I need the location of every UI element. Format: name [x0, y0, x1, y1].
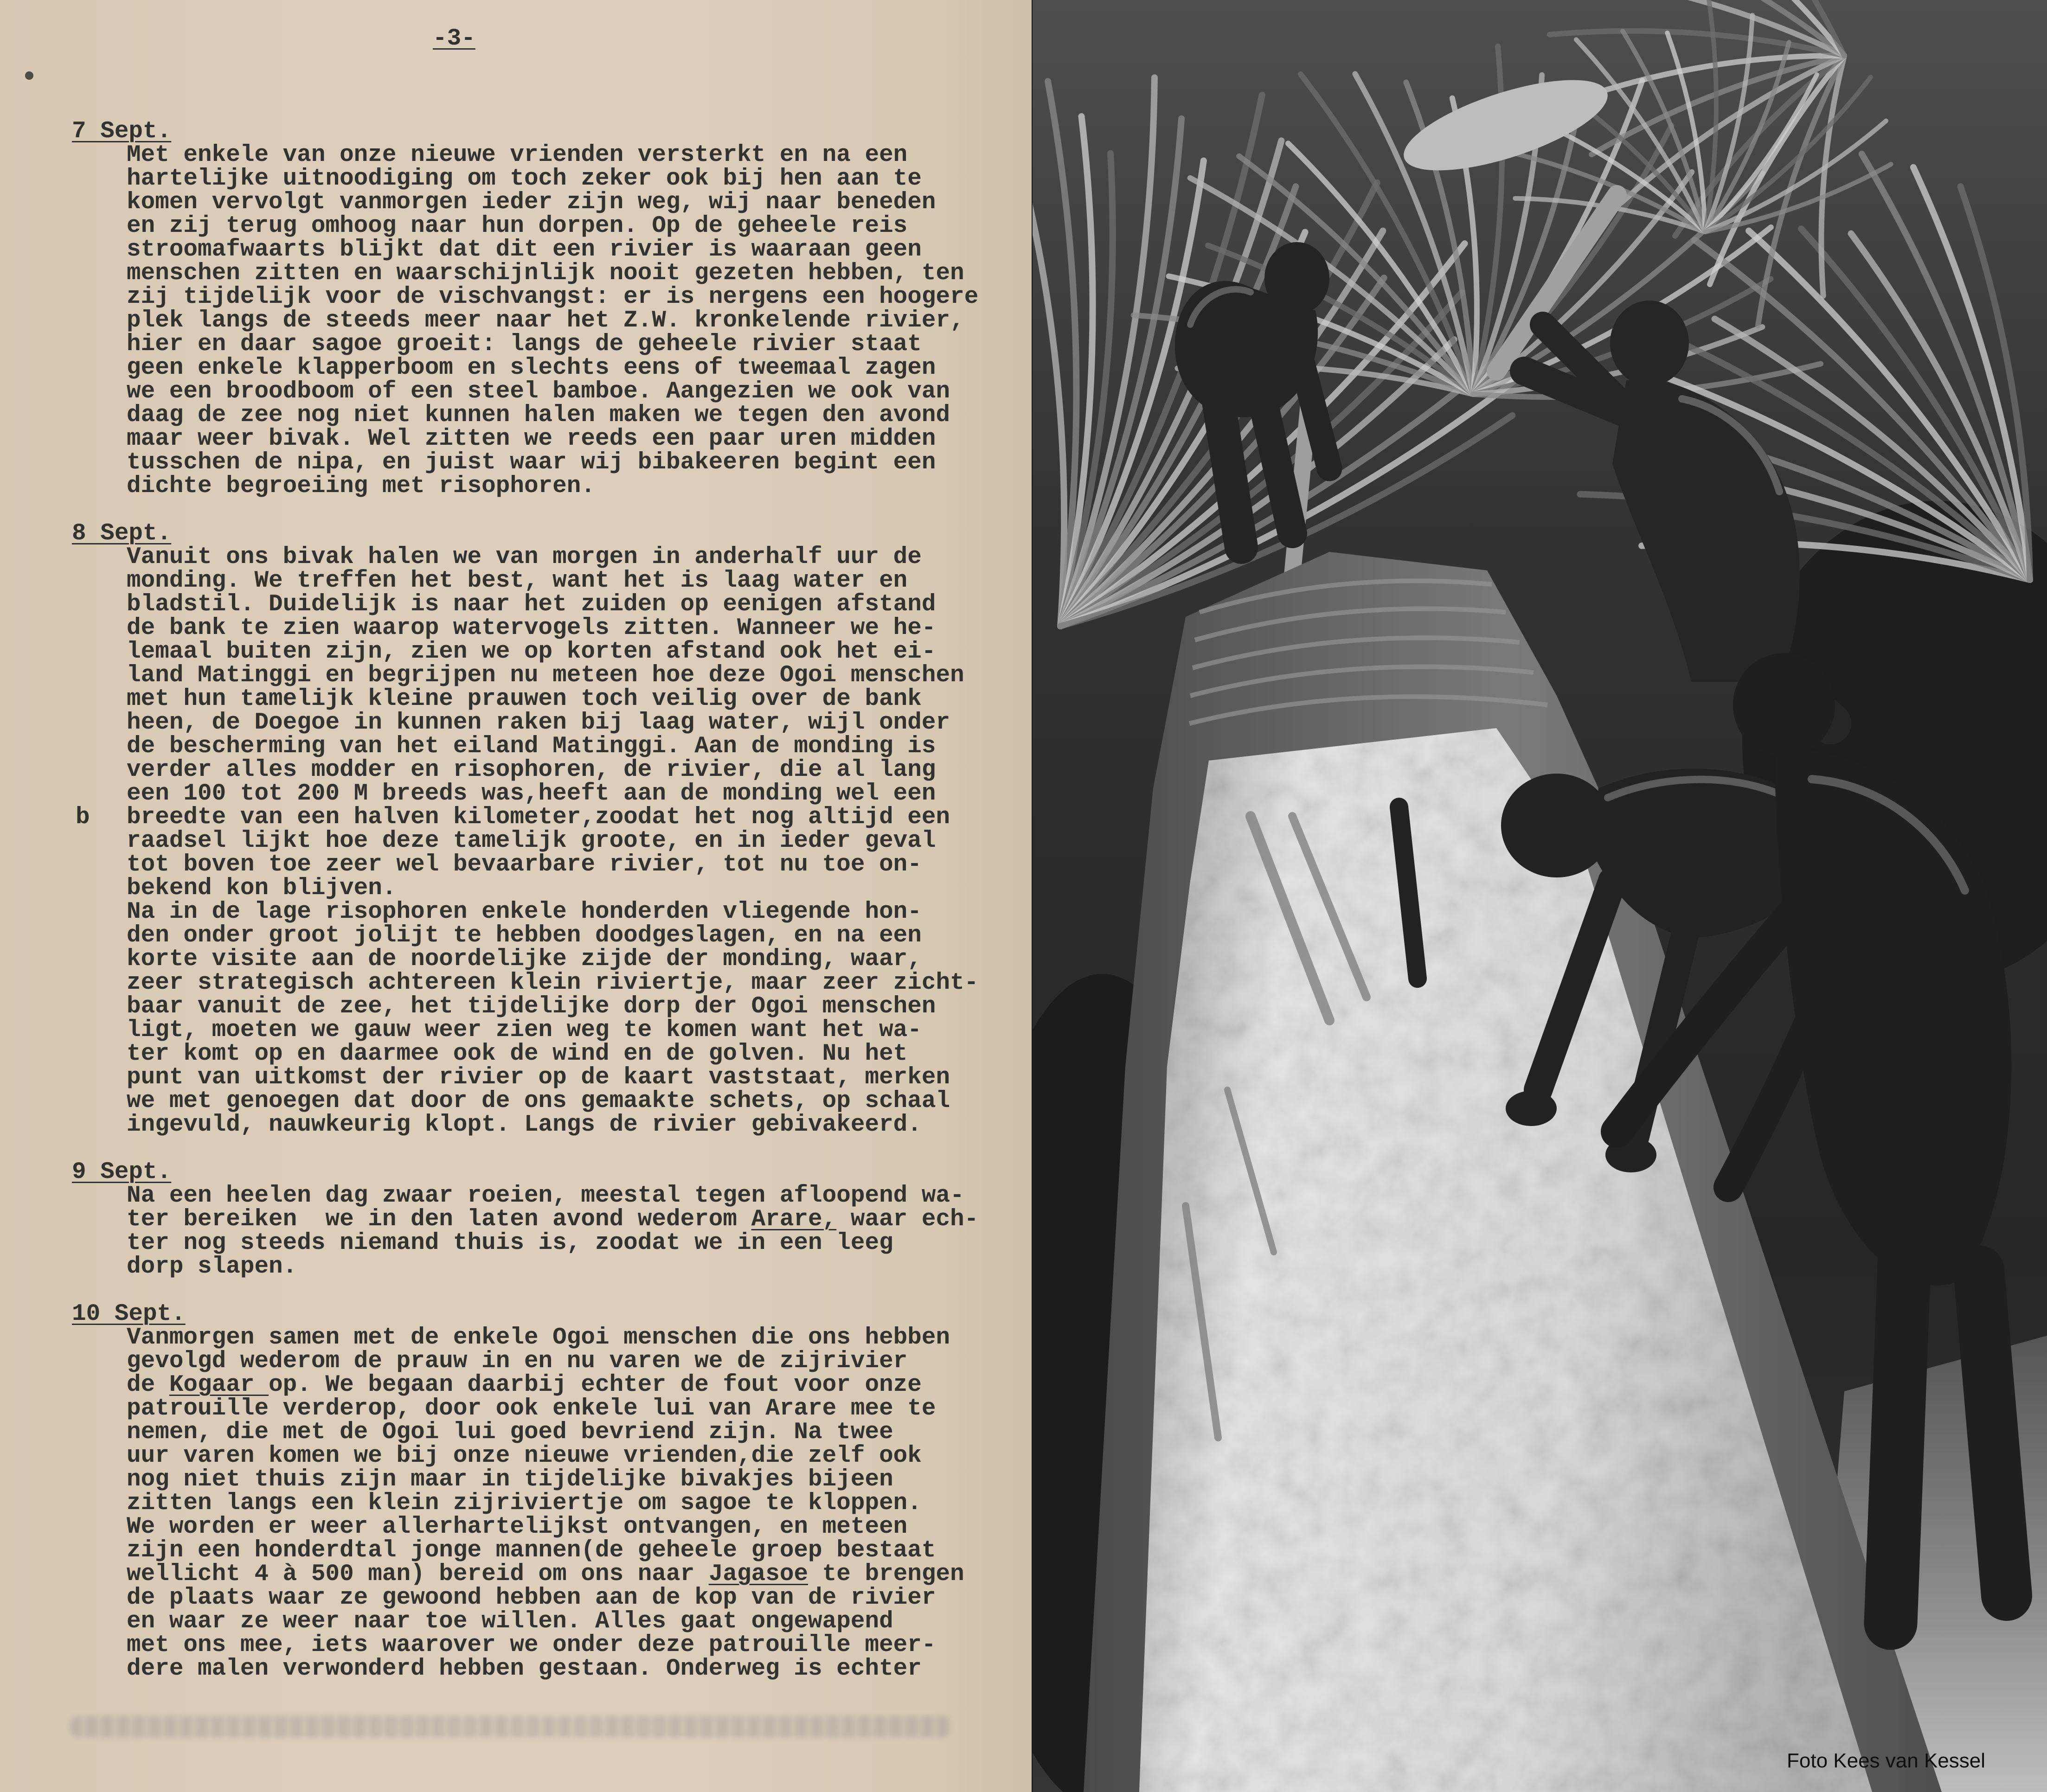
diary-entry: [72, 1160, 1023, 1279]
text-line: en waar ze weer naar toe willen. Alles gaat ongewapend: [127, 1608, 893, 1635]
text-line: en zij terug omhoog naar hun dorpen. Op de geheele reis: [127, 213, 908, 239]
text-line: nog niet thuis zijn maar in tijdelijke bivakjes bijeen: [127, 1466, 893, 1493]
text-line: we een broodboom of een steel bamboe. Aangezien we ook van: [127, 378, 950, 405]
underlined-word: Arare,: [751, 1206, 837, 1233]
text-line: land Matinggi en begrijpen nu meteen hoe deze Ogoi menschen: [127, 662, 964, 689]
text-line: nemen, die met de Ogoi lui goed bevriend zijn. Na twee: [127, 1419, 893, 1446]
text-line: stroomafwaarts blijkt dat dit een rivier is waaraan geen: [127, 237, 922, 263]
text-line: bekend kon blijven.: [127, 875, 397, 902]
text-line: tusschen de nipa, en juist waar wij bibakeeren begint een: [127, 449, 936, 476]
text-line: hier en daar sagoe groeit: langs de geheele rivier staat: [127, 331, 922, 358]
text-line: een 100 tot 200 M breeds was,heeft aan de monding wel een: [127, 781, 936, 807]
page-number: -3-: [433, 26, 475, 52]
text-line: lemaal buiten zijn, zien we op korten afstand ook het ei-: [127, 639, 936, 665]
text-line: zijn een honderdtal jonge mannen(de geheele groep bestaat: [127, 1537, 936, 1564]
text-line: Na in de lage risophoren enkele honderden vliegende hon-: [127, 899, 922, 925]
text-segment: de: [127, 1372, 169, 1398]
text-line: heen, de Doegoe in kunnen raken bij laag water, wijl onder: [127, 710, 950, 736]
entry-date: 9 Sept.: [72, 1159, 172, 1185]
entry-date: 10 Sept.: [72, 1301, 186, 1327]
text-line: menschen zitten en waarschijnlijk nooit gezeten hebben, ten: [127, 260, 964, 287]
text-line: de plaats waar ze gewoond hebben aan de kop van de rivier: [127, 1585, 936, 1611]
diary-entry: [72, 522, 1023, 1137]
punch-hole: [25, 71, 33, 80]
text-line: patrouille verderop, door ook enkele lui van Arare mee te: [127, 1395, 936, 1422]
sago-harvest-photo: [1033, 0, 2047, 1792]
text-line: maar weer bivak. Wel zitten we reeds een paar uren midden: [127, 426, 936, 452]
text-line: met ons mee, iets waarover we onder deze patrouille meer-: [127, 1632, 936, 1658]
text-line: raadsel lijkt hoe deze tamelijk groote, en in ieder geval: [127, 828, 936, 854]
text-line: uur varen komen we bij onze nieuwe vrienden,die zelf ook: [127, 1443, 922, 1469]
text-line: dere malen verwonderd hebben gestaan. Onderweg is echter: [127, 1656, 922, 1682]
text-line: tot boven toe zeer wel bevaarbare rivier, tot nu toe on-: [127, 851, 922, 878]
entry-date: 7 Sept.: [72, 118, 172, 145]
text-line: punt van uitkomst der rivier op de kaart vaststaat, merken: [127, 1064, 950, 1091]
text-line: Vanmorgen samen met de enkele Ogoi menschen die ons hebben: [127, 1325, 950, 1351]
text-line: Na een heelen dag zwaar roeien, meestal tegen afloopend wa-: [127, 1183, 964, 1209]
diary-text: [72, 120, 1023, 1681]
text-line: dorp slapen.: [127, 1254, 297, 1280]
text-line: hartelijke uitnoodiging om toch zeker ook bij hen aan te: [127, 166, 922, 192]
text-segment: ter bereiken we in den laten avond wederom: [127, 1206, 751, 1233]
text-segment: wellicht 4 à 500 man) bereid om ons naar: [127, 1561, 709, 1587]
underlined-word: Kogaar: [169, 1372, 269, 1398]
text-line: monding. We treffen het best, want het is laag water en: [127, 568, 908, 594]
text-line: plek langs de steeds meer naar het Z.W. kronkelende rivier,: [127, 307, 964, 334]
text-line: daag de zee nog niet kunnen halen maken we tegen den avond: [127, 402, 950, 429]
text-line: gevolgd wederom de prauw in en nu varen we de zijrivier: [127, 1348, 908, 1375]
text-line: verder alles modder en risophoren, de rivier, die al lang: [127, 757, 936, 783]
text-line: de bank te zien waarop watervogels zitten. Wanneer we he-: [127, 615, 936, 641]
diary-entry: [72, 120, 1023, 498]
text-segment: op. We begaan daarbij echter de fout voor onze: [269, 1372, 922, 1398]
text-line: ingevuld, nauwkeurig klopt. Langs de rivier gebivakeerd.: [127, 1112, 922, 1138]
text-line: [72, 1373, 1023, 1397]
text-line: de bescherming van het eiland Matinggi. Aan de monding is: [127, 733, 936, 760]
text-line: We worden er weer allerhartelijkst ontvangen, en meteen: [127, 1514, 908, 1540]
text-segment: waar ech-: [836, 1206, 979, 1233]
text-line: baar vanuit de zee, het tijdelijke dorp der Ogoi menschen: [127, 993, 936, 1020]
text-line: [72, 1208, 1023, 1231]
text-line: zij tijdelijk voor de vischvangst: er is nergens een hoogere: [127, 284, 979, 310]
text-line: ligt, moeten we gauw weer zien weg te komen want het wa-: [127, 1017, 922, 1043]
text-line: ter komt op en daarmee ook de wind en de golven. Nu het: [127, 1041, 908, 1067]
text-line: zeer strategisch achtereen klein riviertje, maar zeer zicht-: [127, 970, 979, 996]
text-line: Vanuit ons bivak halen we van morgen in anderhalf uur de: [127, 544, 922, 570]
text-line: zitten langs een klein zijriviertje om sagoe te kloppen.: [127, 1490, 922, 1517]
text-line: breedte van een halven kilometer,zoodat het nog altijd een: [127, 804, 950, 831]
diary-entry: [72, 1302, 1023, 1681]
bleed-through-text: [70, 1716, 951, 1737]
text-line: komen vervolgt vanmorgen ieder zijn weg, wij naar beneden: [127, 189, 936, 216]
margin-note: b: [76, 804, 90, 831]
text-line: geen enkele klapperboom en slechts eens of tweemaal zagen: [127, 355, 936, 381]
text-line: we met genoegen dat door de ons gemaakte schets, op schaal: [127, 1088, 950, 1114]
entry-date: 8 Sept.: [72, 520, 172, 547]
text-line: ter nog steeds niemand thuis is, zoodat we in een leeg: [127, 1230, 893, 1256]
text-segment: te brengen: [808, 1561, 964, 1587]
text-line: bladstil. Duidelijk is naar het zuiden op eenigen afstand: [127, 591, 936, 618]
text-line: den onder groot jolijt te hebben doodgeslagen, en na een: [127, 922, 922, 949]
text-line: korte visite aan de noordelijke zijde der monding, waar,: [127, 946, 922, 973]
text-line: Met enkele van onze nieuwe vrienden versterkt en na een: [127, 142, 908, 168]
text-line: [72, 1562, 1023, 1586]
text-line: met hun tamelijk kleine prauwen toch veilig over de bank: [127, 686, 922, 712]
text-line: dichte begroeiing met risophoren.: [127, 473, 595, 499]
photo-credit: Foto Kees van Kessel: [1787, 1749, 1986, 1772]
underlined-word: Jagasoe: [708, 1561, 809, 1587]
